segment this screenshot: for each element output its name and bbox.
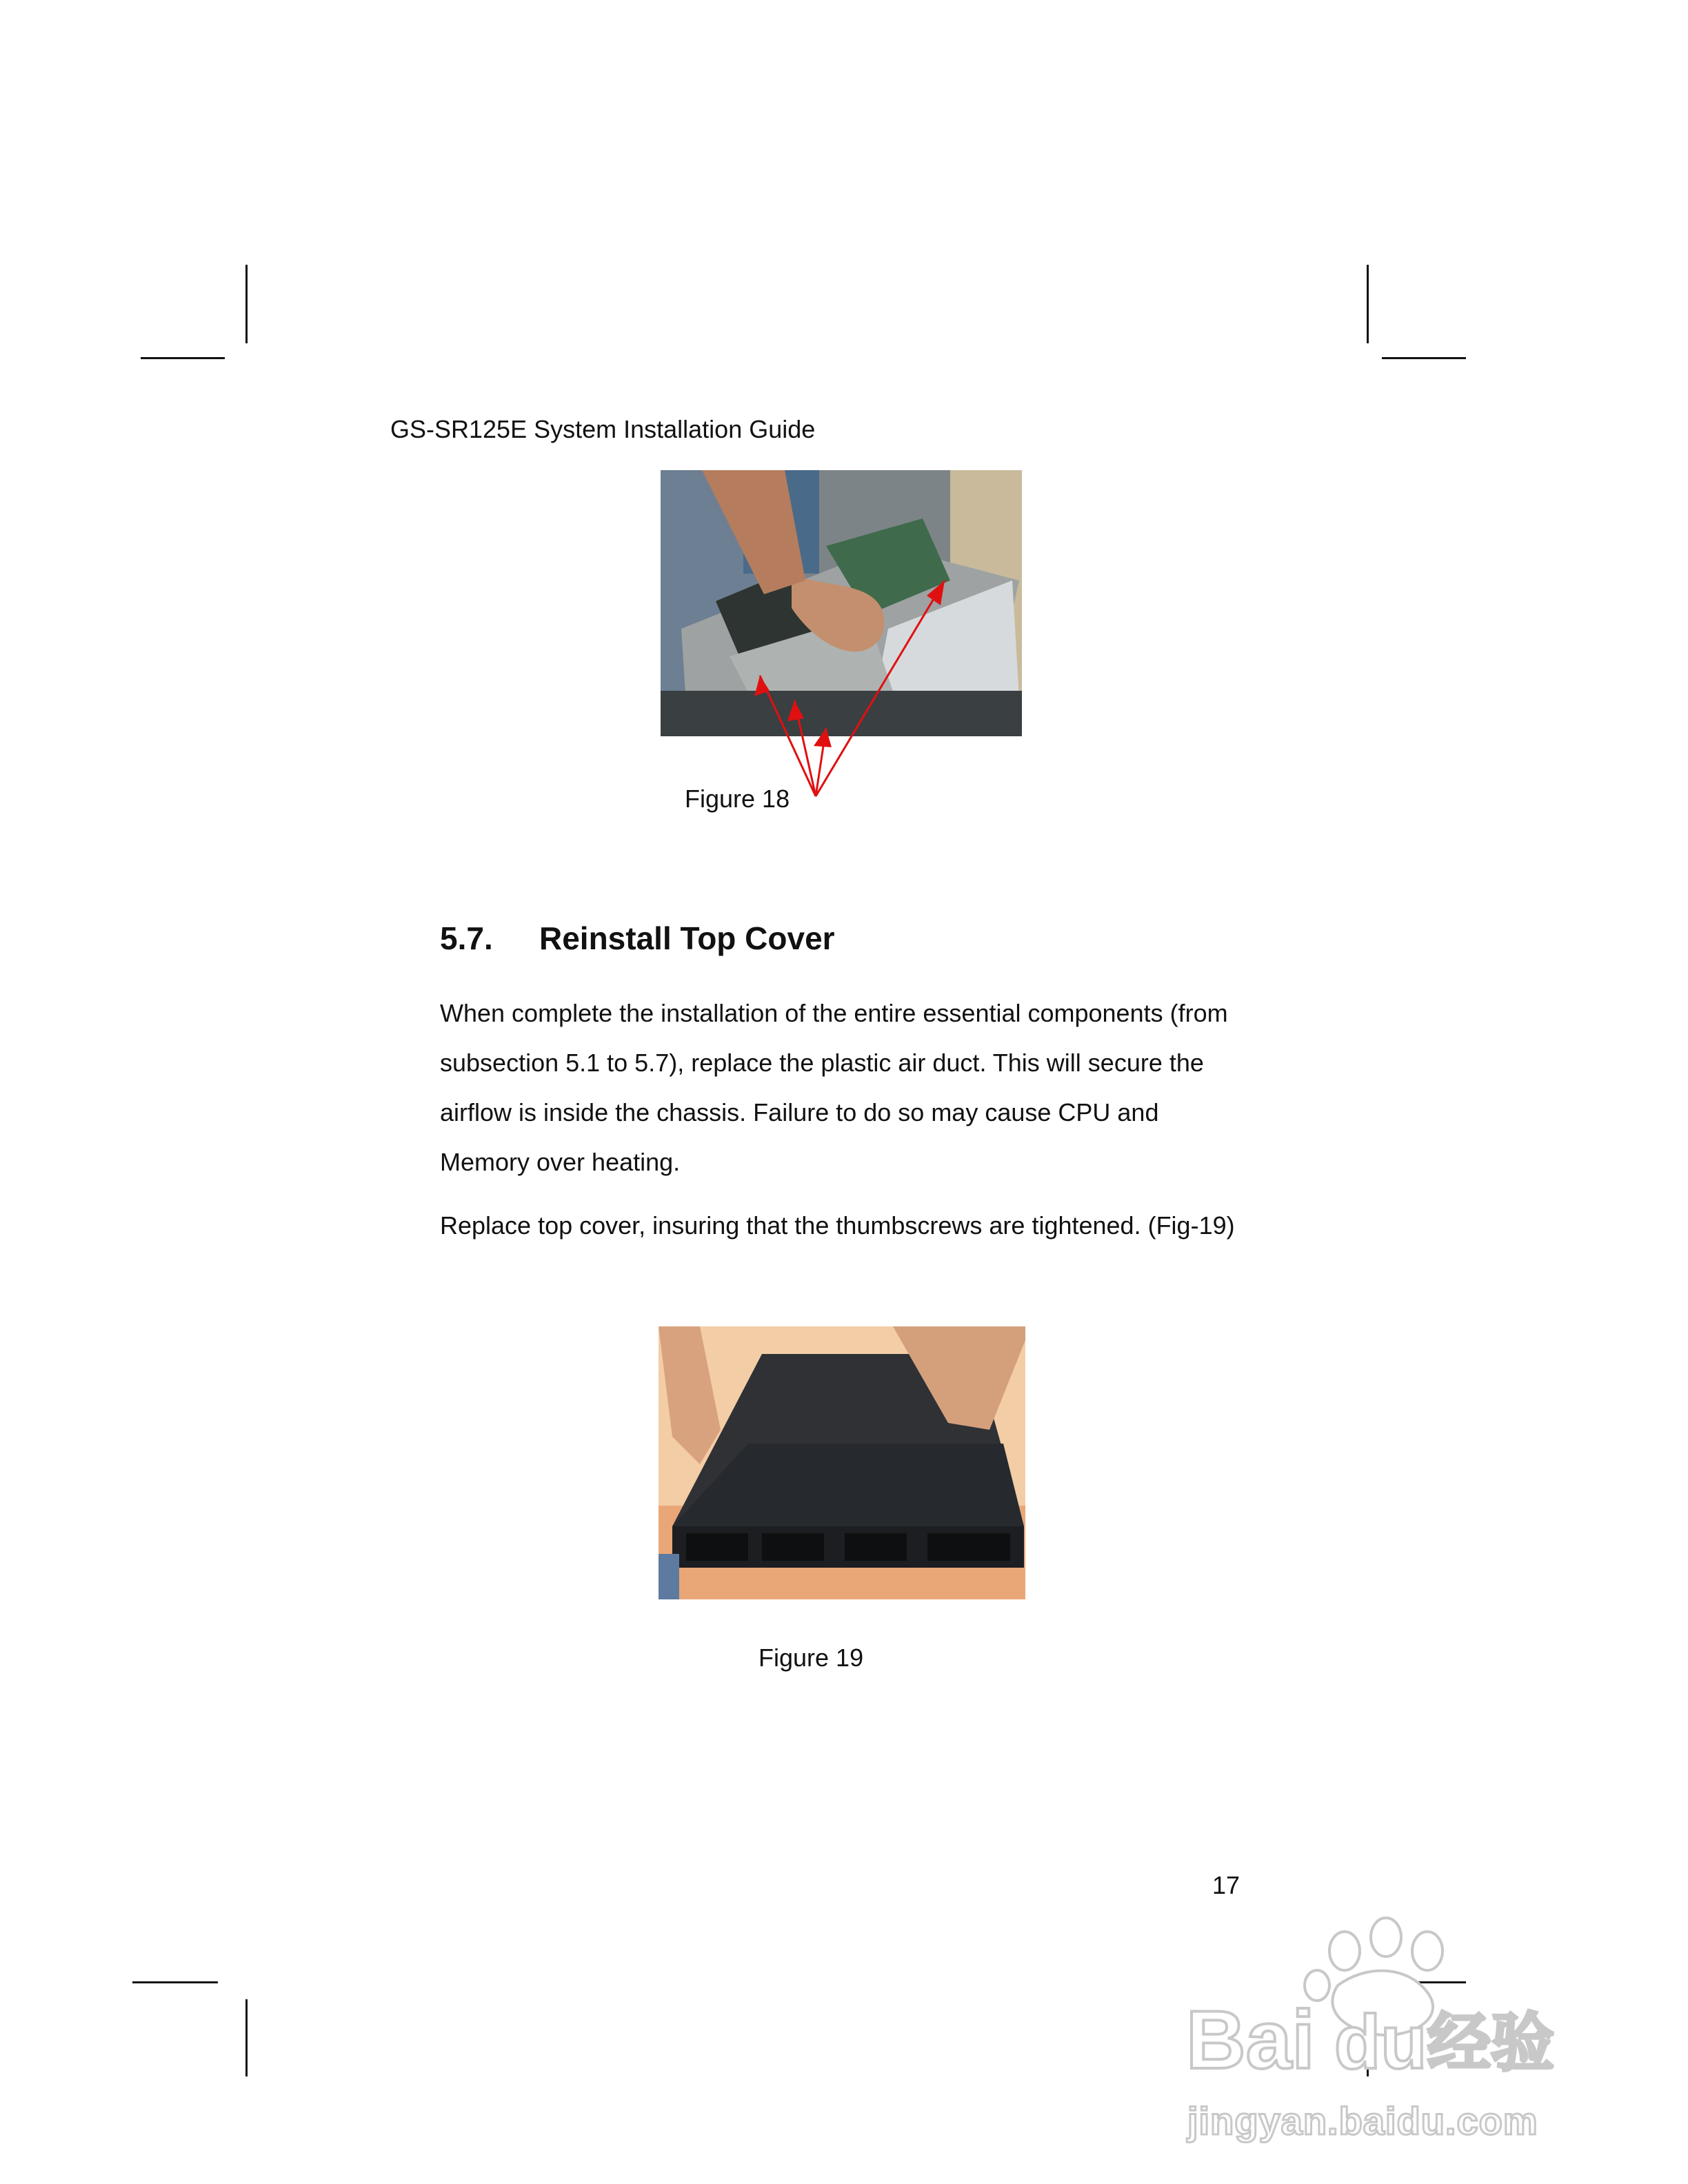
section-heading — [440, 920, 835, 957]
crop-mark — [1367, 265, 1369, 343]
running-header: GS-SR125E System Installation Guide — [390, 415, 816, 443]
body-paragraph: When complete the installation of the entire essential components (from subsection 5.1 to 5.7), replace the plastic air duct. This will secure the airflow is inside the chassis. Failure to do so may cause CPU and Memory over heating. — [440, 999, 1228, 1176]
body-paragraph: Replace top cover, insuring that the thumbscrews are tightened. (Fig-19) — [440, 1211, 1235, 1240]
svg-text:Bai: Bai — [1186, 1994, 1315, 2086]
figure-18-caption: Figure 18 — [685, 785, 790, 813]
crop-mark — [245, 1999, 248, 2076]
watermark-url: jingyan.baidu.com — [1187, 2099, 1538, 2143]
section-number: 5.7. — [440, 920, 493, 956]
crop-mark — [132, 1981, 218, 1983]
svg-text:du: du — [1334, 2000, 1427, 2085]
figure-19-caption: Figure 19 — [758, 1644, 864, 1672]
crop-mark — [245, 265, 248, 343]
crop-mark — [1382, 357, 1466, 359]
crop-mark — [141, 357, 225, 359]
figure-19-image — [659, 1326, 1025, 1599]
pointer-arrows — [745, 565, 965, 807]
svg-text:经验: 经验 — [1427, 2006, 1555, 2080]
page-number: 17 — [1212, 1871, 1240, 1899]
section-title: Reinstall Top Cover — [539, 920, 835, 956]
